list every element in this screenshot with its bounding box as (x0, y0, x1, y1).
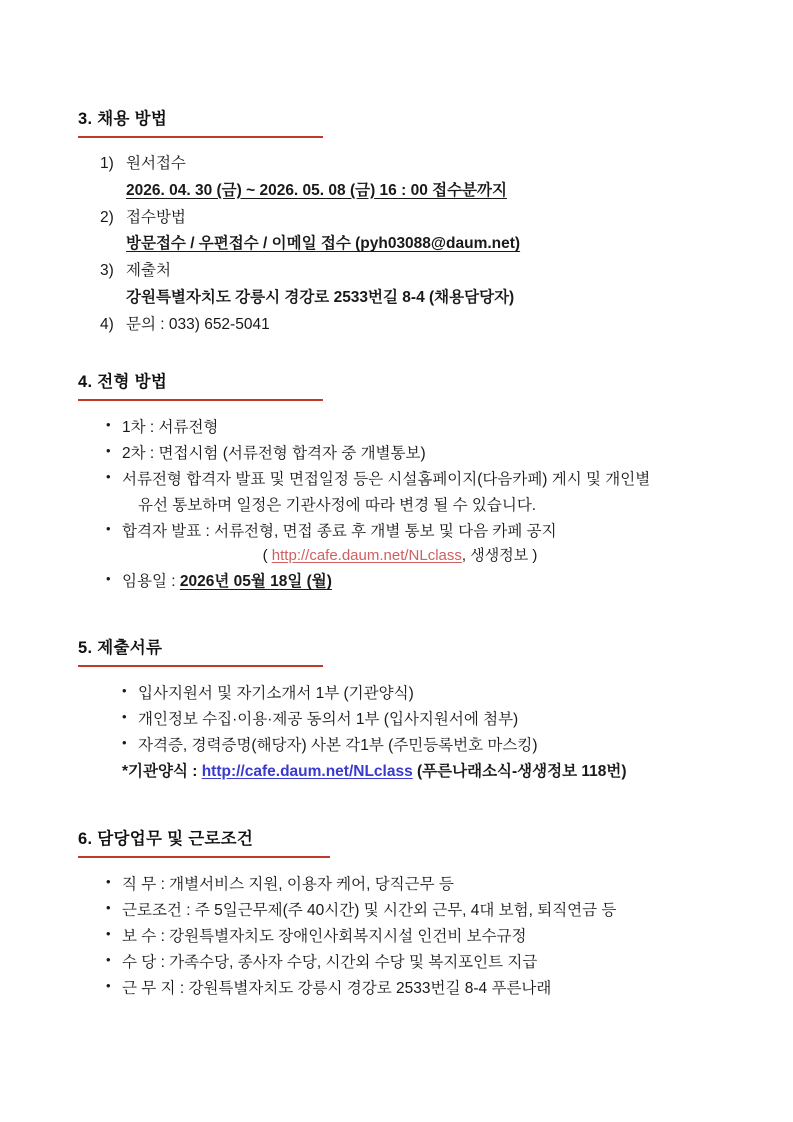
list-item (100, 152, 738, 176)
section-heading-5: 5. 제출서류 (78, 639, 163, 658)
section-heading-underline (78, 634, 323, 667)
recruit-method-list-4 (100, 313, 738, 337)
item-value: : 개별서비스 지원, 이용자 케어, 당직근무 등 (156, 875, 454, 893)
list-text: 합격자 발표 : 서류전형, 면접 종료 후 개별 통보 및 다음 카페 공지 (122, 522, 557, 540)
item-label: 수 당 (122, 953, 157, 971)
application-channels: 방문접수 / 우편접수 / 이메일 접수 (pyh03088@daum.net) (126, 235, 521, 253)
list-item (106, 569, 738, 594)
list-item (106, 441, 738, 466)
list-item (122, 681, 738, 706)
list-item (122, 733, 738, 758)
list-text-continued: 유선 통보하며 일정은 기관사정에 따라 변경 될 수 있습니다. (138, 496, 537, 514)
list-marker: 2) (100, 208, 114, 226)
list-marker: 4) (100, 315, 114, 333)
list-text: 제출처 (126, 262, 171, 280)
form-note (122, 759, 738, 784)
form-note-prefix: *기관양식 : (122, 763, 202, 781)
list-text: 접수방법 (126, 208, 186, 226)
list-marker: 1) (100, 155, 114, 172)
list-item (106, 924, 738, 949)
form-download-link[interactable]: http://cafe.daum.net/NLclass (201, 763, 413, 781)
cafe-link[interactable]: http://cafe.daum.net/NLclass (271, 546, 462, 564)
item-label: 근 무 지 (122, 980, 176, 998)
list-text: 서류전형 합격자 발표 및 면접일정 등은 시설홈페이지(다음카페) 게시 및 개인별 (122, 471, 651, 489)
list-item (106, 976, 738, 1001)
list-text: 문의 : 033) 652-5041 (126, 315, 270, 333)
list-text: 2차 : 면접시험 (서류전형 합격자 중 개별통보) (122, 445, 426, 463)
list-item (106, 519, 738, 568)
list-item (122, 707, 738, 732)
selection-method-list (106, 415, 738, 594)
section-selection-method (78, 368, 738, 594)
link-prefix: ( (262, 546, 272, 564)
list-item (106, 415, 738, 440)
section-heading-4: 4. 전형 방법 (78, 373, 168, 392)
list-item (100, 259, 738, 283)
recruit-method-list-3 (100, 259, 738, 283)
list-item (100, 313, 738, 337)
recruit-method-list-2 (100, 206, 738, 230)
section-duties-conditions (78, 825, 738, 1002)
item-value: : 주 5일근무제(주 40시간) 및 시간외 근무, 4대 보험, 퇴직연금 등 (181, 901, 617, 919)
list-text: 개인정보 수집·이용·제공 동의서 1부 (입사지원서에 첨부) (138, 711, 519, 729)
list-item (106, 872, 738, 897)
section-submission-documents (78, 634, 738, 784)
document-content (78, 105, 738, 1007)
list-item (106, 467, 738, 517)
application-period: 2026. 04. 30 (금) ~ 2026. 05. 08 (금) 16 : 00 접수분까지 (126, 181, 507, 199)
list-text: 입사지원서 및 자기소개서 1부 (기관양식) (138, 685, 414, 703)
link-suffix: , 생생정보 ) (461, 546, 538, 564)
section-heading-3: 3. 채용 방법 (78, 110, 168, 128)
section-heading-underline (78, 368, 323, 401)
section-heading-6: 6. 담당업무 및 근로조건 (78, 829, 254, 848)
item-label: 보 수 (122, 927, 157, 945)
list-marker: 3) (100, 262, 114, 280)
item-value: : 가족수당, 종사자 수당, 시간외 수당 및 복지포인트 지급 (156, 953, 538, 971)
submission-address: 강원특별자치도 강릉시 경강로 2533번길 8-4 (채용담당자) (126, 288, 515, 306)
list-text: 임용일 : (122, 573, 180, 591)
submission-documents-list (122, 681, 738, 784)
list-item (100, 206, 738, 230)
item-label: 근로조건 (122, 901, 182, 919)
form-note-suffix: (푸른나래소식-생생정보 118번) (412, 763, 627, 781)
section-recruit-method (78, 105, 738, 336)
list-item (106, 898, 738, 923)
list-text: 원서접수 (126, 155, 186, 172)
duties-conditions-list (106, 872, 738, 1002)
section-heading-underline (78, 825, 330, 858)
section-heading-underline (78, 105, 323, 138)
list-item (106, 950, 738, 975)
recruit-method-list (100, 152, 738, 176)
list-text: 1차 : 서류전형 (122, 419, 219, 437)
list-text: 자격증, 경력증명(해당자) 사본 각1부 (주민등록번호 마스킹) (138, 737, 538, 755)
item-value: : 강원특별자치도 장애인사회복지시설 인건비 보수규정 (156, 927, 527, 945)
item-value: : 강원특별자치도 강릉시 경강로 2533번길 8-4 푸른나래 (175, 980, 552, 998)
appointment-date: 2026년 05월 18일 (월) (179, 573, 332, 591)
cafe-link-line (122, 544, 738, 568)
item-label: 직 무 (122, 875, 157, 893)
